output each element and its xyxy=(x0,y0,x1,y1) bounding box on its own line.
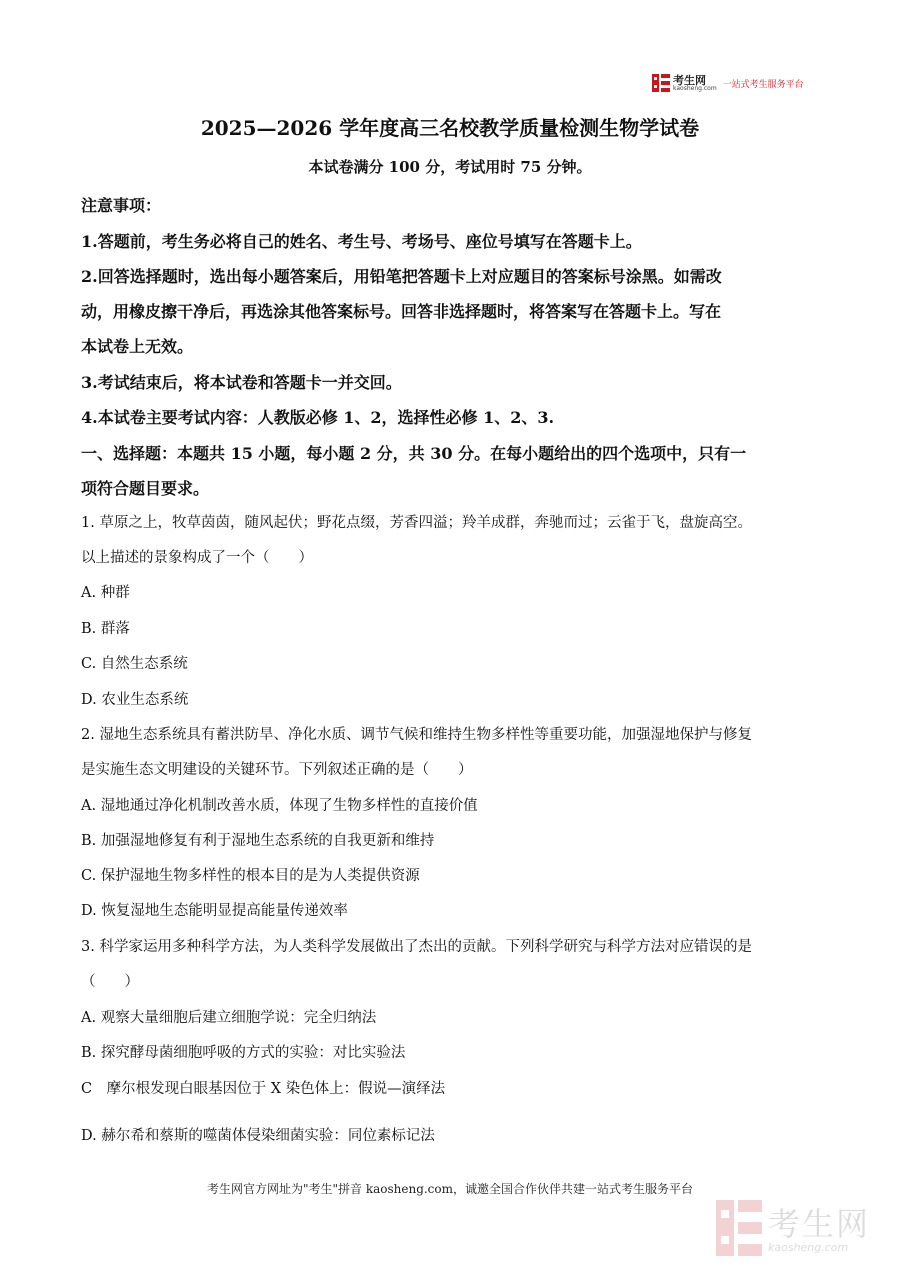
logo-domain-text: kaosheng.com xyxy=(673,84,717,92)
notice-item: 2.回答选择题时，选出每小题答案后，用铅笔把答题卡上对应题目的答案标号涂黑。如需改 xyxy=(81,267,722,286)
question-option: B. 加强湿地修复有利于湿地生态系统的自我更新和维持 xyxy=(81,833,435,849)
header-logo xyxy=(652,72,822,94)
question-stem: 以上描述的景象构成了一个（ ） xyxy=(81,550,313,566)
section-heading: 一、选择题：本题共 15 小题，每小题 2 分，共 30 分。在每小题给出的四个选项中，只有一 xyxy=(81,444,747,463)
question-option: C 摩尔根发现白眼基因位于 X 染色体上：假说—演绎法 xyxy=(81,1081,446,1097)
question-stem: 3. 科学家运用多种科学方法，为人类科学发展做出了杰出的贡献。下列科学研究与科学方法对应错误的是 xyxy=(81,939,752,955)
question-stem: 2. 湿地生态系统具有蓄洪防旱、净化水质、调节气候和维持生物多样性等重要功能，加强湿地保护与修复 xyxy=(81,727,752,743)
notice-item: 1.答题前，考生务必将自己的姓名、考生号、考场号、座位号填写在答题卡上。 xyxy=(81,232,642,251)
section-heading: 项符合题目要求。 xyxy=(81,479,210,498)
question-option: B. 探究酵母菌细胞呼吸的方式的实验：对比实验法 xyxy=(81,1045,406,1061)
notice-item: 动，用橡皮擦干净后，再选涂其他答案标号。回答非选择题时，将答案写在答题卡上。写在 xyxy=(81,302,722,321)
question-option: D. 赫尔希和蔡斯的噬菌体侵染细菌实验：同位素标记法 xyxy=(81,1128,435,1144)
question-option: D. 农业生态系统 xyxy=(81,692,189,708)
question-option: C. 自然生态系统 xyxy=(81,656,188,672)
question-stem: （ ） xyxy=(81,974,139,990)
question-option: B. 群落 xyxy=(81,621,130,637)
logo-name xyxy=(673,75,717,92)
notice-item: 3.考试结束后，将本试卷和答题卡一并交回。 xyxy=(81,373,402,392)
watermark-name: 考生网 xyxy=(768,1204,871,1243)
question-stem: 是实施生态文明建设的关键环节。下列叙述正确的是（ ） xyxy=(81,762,473,778)
question-option: A. 观察大量细胞后建立细胞学说：完全归纳法 xyxy=(81,1010,377,1026)
watermark-logo-icon xyxy=(716,1200,762,1260)
page-subtitle: 本试卷满分 100 分，考试用时 75 分钟。 xyxy=(308,158,592,176)
watermark-domain: kaosheng.com xyxy=(768,1240,849,1254)
question-option: D. 恢复湿地生态能明显提高能量传递效率 xyxy=(81,903,348,919)
watermark-text xyxy=(768,1204,871,1254)
watermark-logo xyxy=(716,1198,886,1262)
question-option: A. 湿地通过净化机制改善水质，体现了生物多样性的直接价值 xyxy=(81,798,478,814)
kaosheng-logo-icon xyxy=(652,74,670,92)
notice-heading: 注意事项： xyxy=(81,196,162,215)
question-option: C. 保护湿地生物多样性的根本目的是为人类提供资源 xyxy=(81,868,420,884)
notice-item: 本试卷上无效。 xyxy=(81,337,194,356)
question-stem: 1. 草原之上，牧草茵茵，随风起伏；野花点缀，芳香四溢；羚羊成群，奔驰而过；云雀于飞，盘旋高空。 xyxy=(81,515,752,531)
question-option: A. 种群 xyxy=(81,585,130,601)
logo-slogan: 一站式考生服务平台 xyxy=(722,79,804,90)
logo-name-text: 考生网 xyxy=(673,73,706,87)
page-footer: 考生网官方网址为"考生"拼音 kaosheng.com，诚邀全国合作伙伴共建一站式考生服务平台 xyxy=(206,1182,694,1196)
notice-item: 4.本试卷主要考试内容：人教版必修 1、2，选择性必修 1、2、3. xyxy=(81,408,555,427)
page-title: 2025—2026 学年度高三名校教学质量检测生物学试卷 xyxy=(200,116,700,140)
